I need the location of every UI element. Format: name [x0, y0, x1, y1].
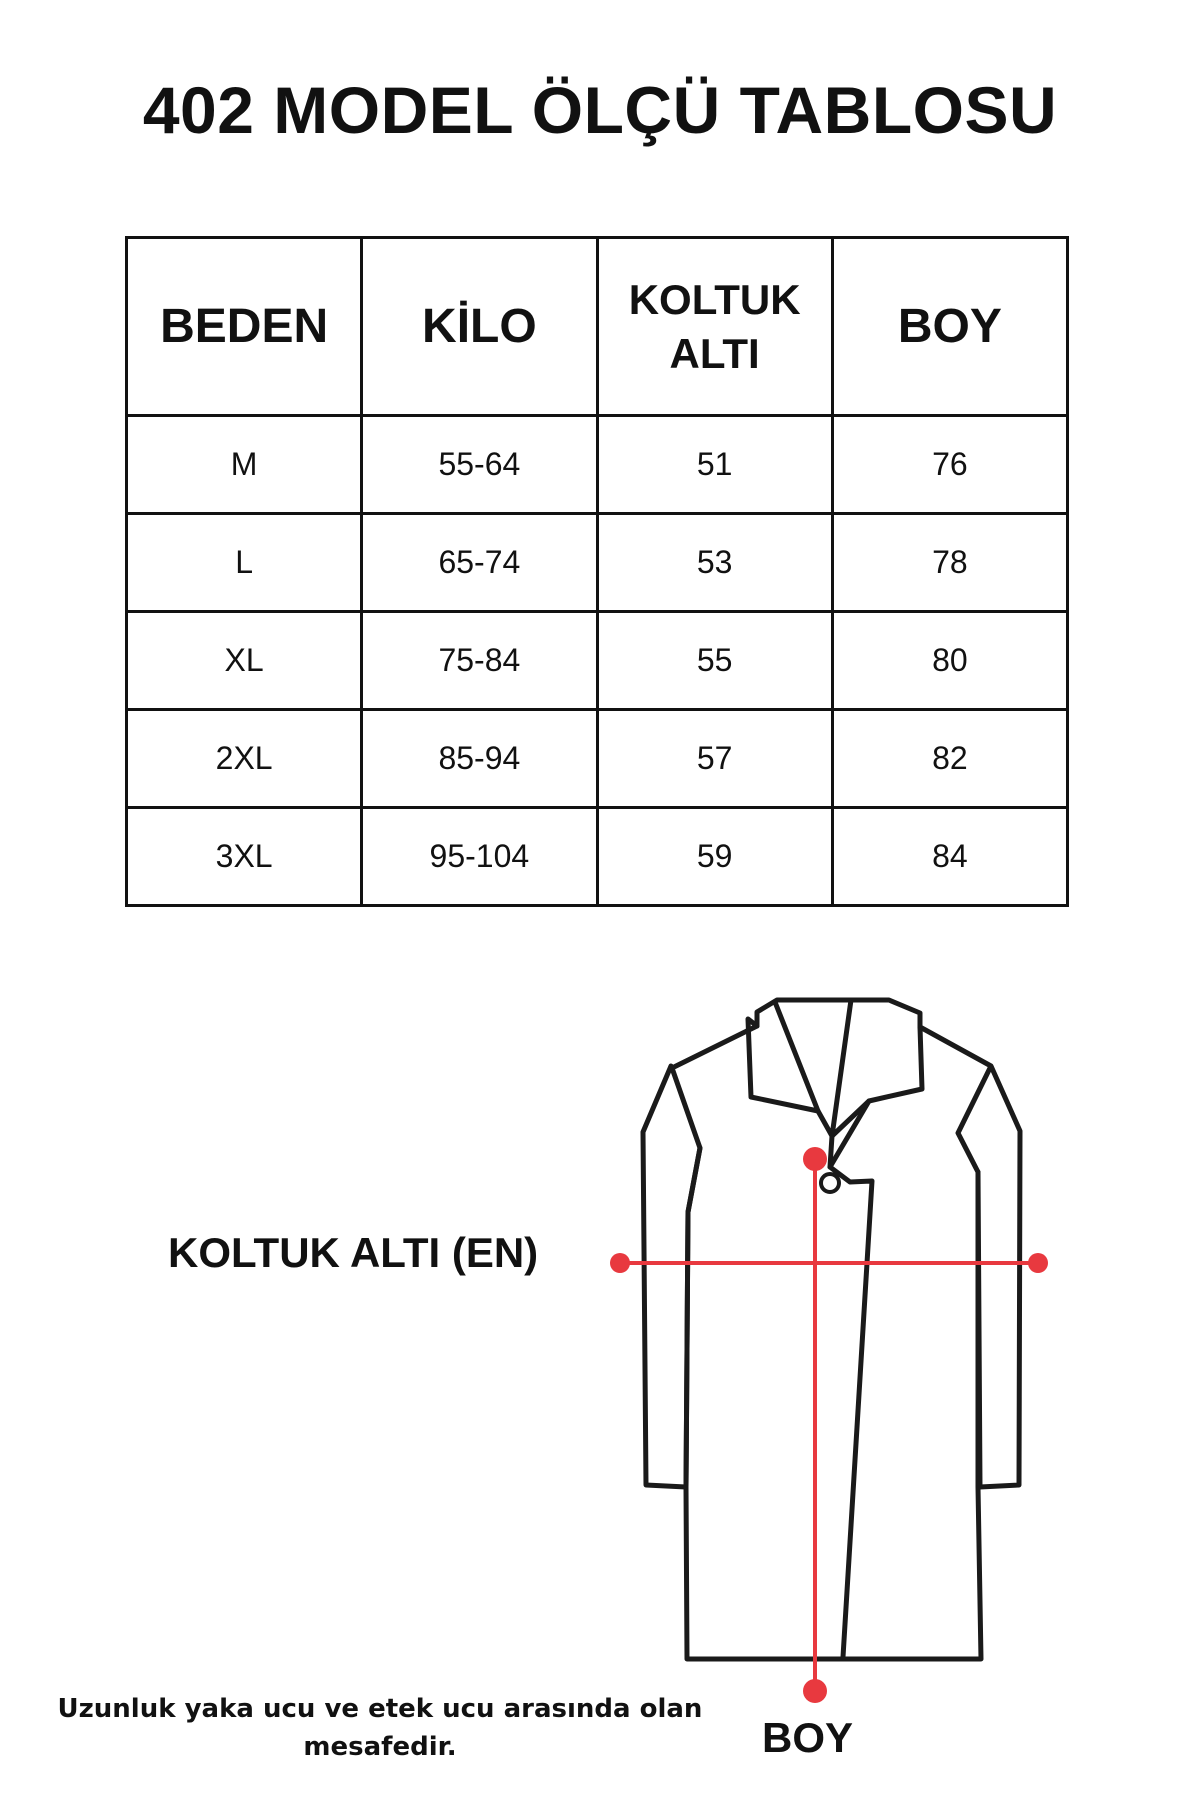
cell-koltuk-alti: 55 — [597, 612, 832, 710]
cell-beden: XL — [127, 612, 362, 710]
cell-boy: 84 — [832, 808, 1067, 906]
cell-koltuk-alti: 53 — [597, 514, 832, 612]
cell-kilo: 85-94 — [362, 710, 597, 808]
page-title: 402 MODEL ÖLÇÜ TABLOSU — [142, 73, 1058, 147]
length-top-marker — [803, 1147, 827, 1171]
cell-boy: 82 — [832, 710, 1067, 808]
cell-beden: 2XL — [127, 710, 362, 808]
length-measure-label: BOY — [762, 1714, 854, 1761]
length-note: Uzunluk yaka ucu ve etek ucu arasında olan mesafedir. — [57, 1694, 703, 1762]
cell-kilo: 55-64 — [362, 416, 597, 514]
coat-outline-icon — [643, 1000, 1020, 1659]
cell-beden: M — [127, 416, 362, 514]
header-beden-label: BEDEN — [160, 300, 329, 353]
cell-kilo: 65-74 — [362, 514, 597, 612]
width-right-marker — [1028, 1253, 1048, 1273]
width-left-marker — [610, 1253, 630, 1273]
cell-kilo: 95-104 — [362, 808, 597, 906]
cell-boy: 80 — [832, 612, 1067, 710]
cell-beden: L — [127, 514, 362, 612]
cell-boy: 76 — [832, 416, 1067, 514]
button-icon — [821, 1174, 839, 1192]
cell-boy: 78 — [832, 514, 1067, 612]
cell-beden: 3XL — [127, 808, 362, 906]
header-kilo-label: KİLO — [422, 300, 537, 353]
length-bottom-marker — [803, 1679, 827, 1703]
cell-koltuk-alti: 59 — [597, 808, 832, 906]
header-boy-label: BOY — [897, 300, 1002, 353]
width-measure-label: KOLTUK ALTI (EN) — [168, 1229, 539, 1276]
cell-koltuk-alti: 51 — [597, 416, 832, 514]
cell-koltuk-alti: 57 — [597, 710, 832, 808]
header-koltuk-alti-line2: ALTI — [669, 329, 760, 377]
cell-kilo: 75-84 — [362, 612, 597, 710]
header-koltuk-alti-line1: KOLTUK — [628, 275, 801, 323]
